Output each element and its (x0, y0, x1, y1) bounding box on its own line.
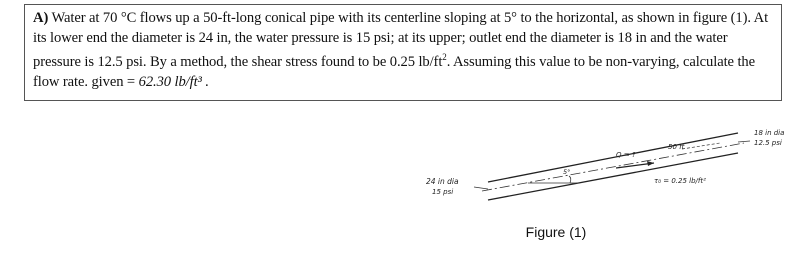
length-label: 50 ft (668, 143, 685, 151)
problem-statement-box (24, 4, 782, 101)
outlet-leader (738, 141, 750, 142)
flow-rate-label: Q = ? (616, 151, 636, 159)
outlet-pressure-label: 12.5 psi (754, 139, 782, 147)
shear-stress-label: τ₀ = 0.25 lb/ft² (654, 177, 706, 185)
angle-arc (569, 176, 571, 183)
flow-arrowhead (647, 161, 654, 166)
problem-label: A) (33, 10, 49, 26)
pipe-diagram (420, 127, 790, 207)
given-specific-weight: 62.30 lb/ft³ . (138, 73, 209, 90)
pipe-figure (420, 127, 790, 207)
pipe-top-wall (488, 133, 738, 182)
figure-caption: Figure (1) (525, 224, 587, 240)
problem-text-superscript: 2 (442, 52, 447, 63)
problem-text-part1: Water at 70 °C flows up a 50-ft-long conical pipe with its centerline sloping at 5° to the horizontal, as shown in figure (1). At its lower end the diameter is 24 in, the water pressure is 15 psi; at its upper; outlet end the diameter is 18 in and the water pressure is 12.5 psi. By a method, the shear stress found to be 0.25 lb/ft (33, 10, 769, 71)
outlet-diameter-label: 18 in dia (754, 129, 785, 137)
inlet-diameter-label: 24 in dia (426, 177, 459, 186)
slope-angle-label: 5° (563, 168, 571, 176)
problem-text (33, 9, 773, 92)
problem-text-part2: . Assuming this value to be non-varying, calculate the flow rate. given = (33, 54, 755, 90)
inlet-leader (474, 187, 488, 189)
inlet-pressure-label: 15 psi (432, 188, 454, 196)
